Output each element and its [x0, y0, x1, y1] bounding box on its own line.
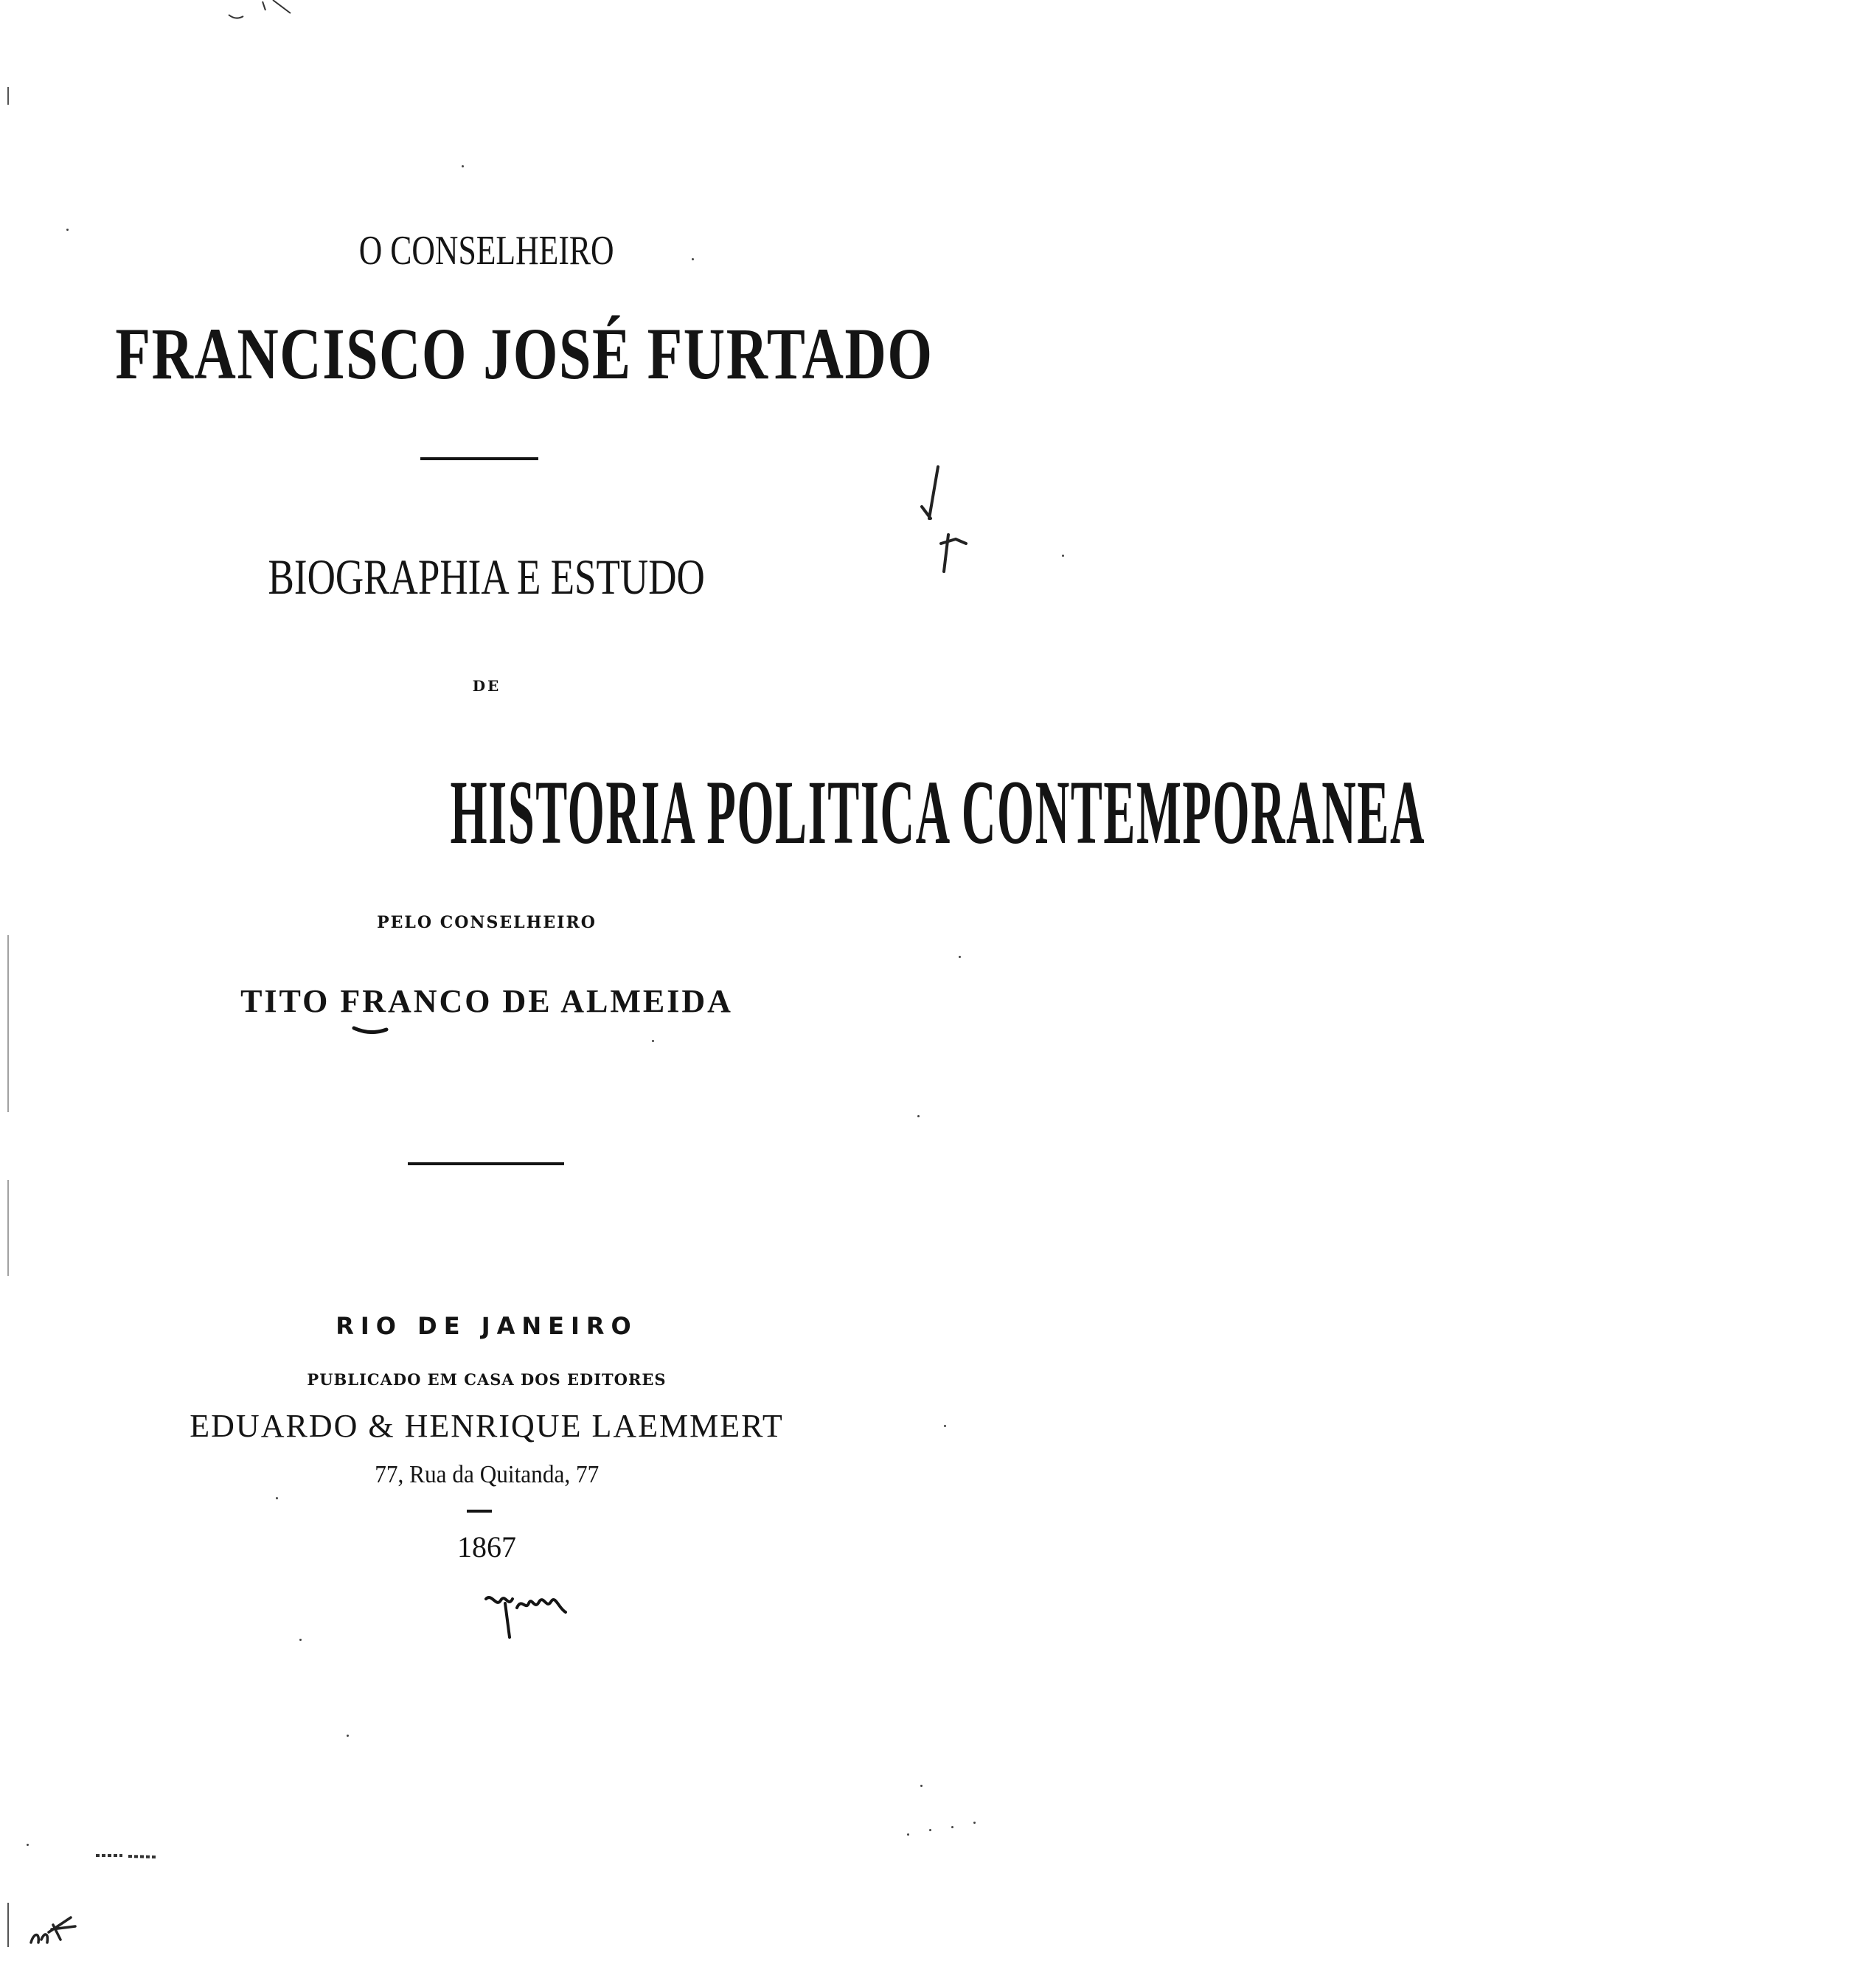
stray-mark-icon: [221, 0, 310, 22]
edge-mark: [7, 935, 9, 1112]
imprint-publisher: EDUARDO & HENRIQUE LAEMMERT: [190, 1408, 784, 1444]
imprint-year: 1867: [457, 1530, 516, 1563]
speck: [66, 229, 69, 231]
author-name: TITO FRANCO DE ALMEIDA: [240, 983, 733, 1019]
speck: [944, 1425, 946, 1427]
speck: [907, 1833, 909, 1836]
handwritten-signature-icon: [483, 1586, 572, 1645]
speck: [462, 165, 464, 167]
speck: [920, 1785, 923, 1787]
divider-rule: [467, 1510, 492, 1513]
ink-smudge-icon: [93, 1851, 159, 1861]
divider-rule: [420, 457, 538, 460]
subtitle-biographia: BIOGRAPHIA E ESTUDO: [268, 549, 706, 605]
speck: [27, 1844, 29, 1846]
speck: [276, 1497, 278, 1499]
imprint-address: 77, Rua da Quitanda, 77: [374, 1461, 600, 1488]
speck: [347, 1735, 349, 1737]
speck: [917, 1115, 920, 1117]
subtitle-historia: HISTORIA POLITICA CONTEMPORANEA: [450, 762, 1426, 863]
speck: [929, 1829, 931, 1831]
speck: [973, 1822, 976, 1824]
edge-mark: [7, 1903, 9, 1947]
edge-mark: [7, 1180, 9, 1276]
title-line-conselheiro: O CONSELHEIRO: [359, 228, 614, 274]
edge-mark: [7, 87, 9, 105]
imprint-published-by: PUBLICADO EM CASA DOS EDITORES: [307, 1370, 667, 1389]
title-subject-name: FRANCISCO JOSÉ FURTADO: [115, 313, 934, 395]
speck: [959, 956, 961, 958]
speck: [652, 1040, 654, 1042]
margin-pencil-mark-icon: [27, 1910, 86, 1954]
subtitle-connector: DE: [472, 677, 501, 695]
margin-pencil-mark-icon: [914, 461, 988, 572]
speck: [1062, 555, 1064, 557]
imprint-city: RIO DE JANEIRO: [336, 1312, 638, 1340]
divider-rule: [408, 1162, 564, 1165]
speck: [951, 1826, 953, 1828]
speck: [299, 1639, 302, 1641]
author-prefix: PELO CONSELHEIRO: [377, 913, 597, 932]
speck: [692, 258, 694, 260]
ink-mark-icon: [352, 1025, 389, 1037]
